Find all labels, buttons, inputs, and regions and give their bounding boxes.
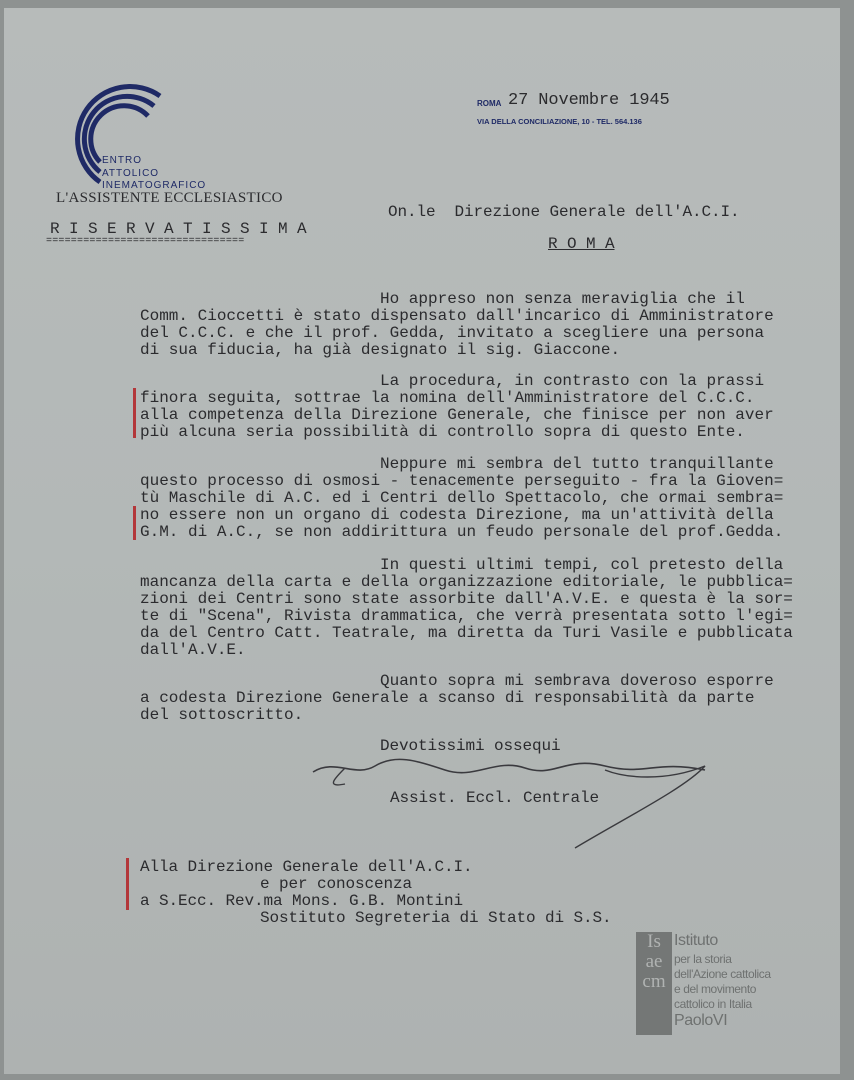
paragraph-5-line: Quanto sopra mi sembrava doveroso esporre — [380, 672, 774, 690]
watermark-text: per la storia — [674, 952, 732, 966]
watermark-monogram: Is ae cm — [636, 932, 672, 1035]
distribution-line: Sostituto Segreteria di Stato di S.S. — [260, 909, 612, 927]
paragraph-4-line: zioni dei Centri sono state assorbite dall'A.V.E. e questa è la sor= — [140, 590, 793, 608]
paragraph-2-line: alla competenza della Direzione Generale, che finisce per non aver — [140, 406, 774, 424]
distribution-line: e per conoscenza — [260, 875, 413, 893]
logo-line-3: INEMATOGRAFICO — [102, 180, 207, 191]
paragraph-5-line: del sottoscritto. — [140, 706, 304, 724]
distribution-line: Alla Direzione Generale dell'A.C.I. — [140, 858, 473, 876]
paragraph-4-line: dall'A.V.E. — [140, 641, 246, 659]
logo-line-2: ATTOLICO — [102, 168, 160, 179]
paragraph-2-line: più alcuna seria possibilità di controllo sopra di questo Ente. — [140, 423, 745, 441]
watermark-text: dell'Azione cattolica — [674, 967, 771, 981]
classification-underline: ================================ — [46, 236, 245, 247]
paragraph-5-line: a codesta Direzione Generale a scanso di responsabilità da parte — [140, 689, 755, 707]
letterhead-office: L'ASSISTENTE ECCLESIASTICO — [56, 190, 283, 206]
paragraph-1-line: del C.C.C. e che il prof. Gedda, invitato a scegliere una persona — [140, 324, 765, 342]
paragraph-1-line: di sua fiducia, ha già designato il sig. Giaccone. — [140, 341, 621, 359]
classification: R I S E R V A T I S S I M A — [50, 220, 307, 238]
watermark-text: cattolico in Italia — [674, 997, 752, 1011]
red-margin-mark — [126, 858, 129, 910]
watermark-text: PaoloVI — [674, 1012, 728, 1029]
paragraph-4-line: In questi ultimi tempi, col pretesto della — [380, 556, 784, 574]
letterhead-city: ROMA — [477, 99, 502, 108]
paragraph-1-line: Ho appreso non senza meraviglia che il — [380, 290, 745, 308]
paragraph-3-line: G.M. di A.C., se non addirittura un feudo personale del prof.Gedda. — [140, 523, 784, 541]
logo-line-1: ENTRO — [102, 155, 142, 166]
red-margin-mark — [133, 506, 136, 540]
distribution-line: a S.Ecc. Rev.ma Mons. G.B. Montini — [140, 892, 464, 910]
paragraph-2-line: La procedura, in contrasto con la prassi — [380, 372, 765, 390]
red-margin-mark — [133, 388, 136, 438]
recipient-line: On.le Direzione Generale dell'A.C.I. — [388, 203, 740, 221]
signature-title: Assist. Eccl. Centrale — [390, 789, 600, 807]
paragraph-4-line: mancanza della carta e della organizzazione editoriale, le pubblica= — [140, 573, 793, 591]
watermark-text: e del movimento — [674, 982, 757, 996]
paragraph-4-line: te di "Scena", Rivista drammatica, che verrà presentata sotto l'egi= — [140, 607, 793, 625]
paragraph-3-line: tù Maschile di A.C. ed i Centri dello Spettacolo, che ormai sembra= — [140, 489, 784, 507]
recipient-city: R O M A — [548, 235, 615, 253]
closing: Devotissimi ossequi — [380, 737, 561, 755]
letterhead-address: VIA DELLA CONCILIAZIONE, 10 - TEL. 564.136 — [477, 117, 642, 126]
paragraph-3-line: questo processo di osmosi - tenacemente perseguito - fra la Gioven= — [140, 472, 784, 490]
paragraph-4-line: da del Centro Catt. Teatrale, ma diretta da Turi Vasile e pubblicata — [140, 624, 793, 642]
letter-date: 27 Novembre 1945 — [508, 91, 670, 110]
watermark-text: Istituto — [674, 932, 718, 949]
paragraph-1-line: Comm. Cioccetti è stato dispensato dall'incarico di Amministratore — [140, 307, 774, 325]
paragraph-3-line: Neppure mi sembra del tutto tranquillante — [380, 455, 774, 473]
paragraph-2-line: finora seguita, sottrae la nomina dell'Amministratore del C.C.C. — [140, 389, 755, 407]
paragraph-3-line: no essere non un organo di codesta Direzione, ma un'attività della — [140, 506, 774, 524]
